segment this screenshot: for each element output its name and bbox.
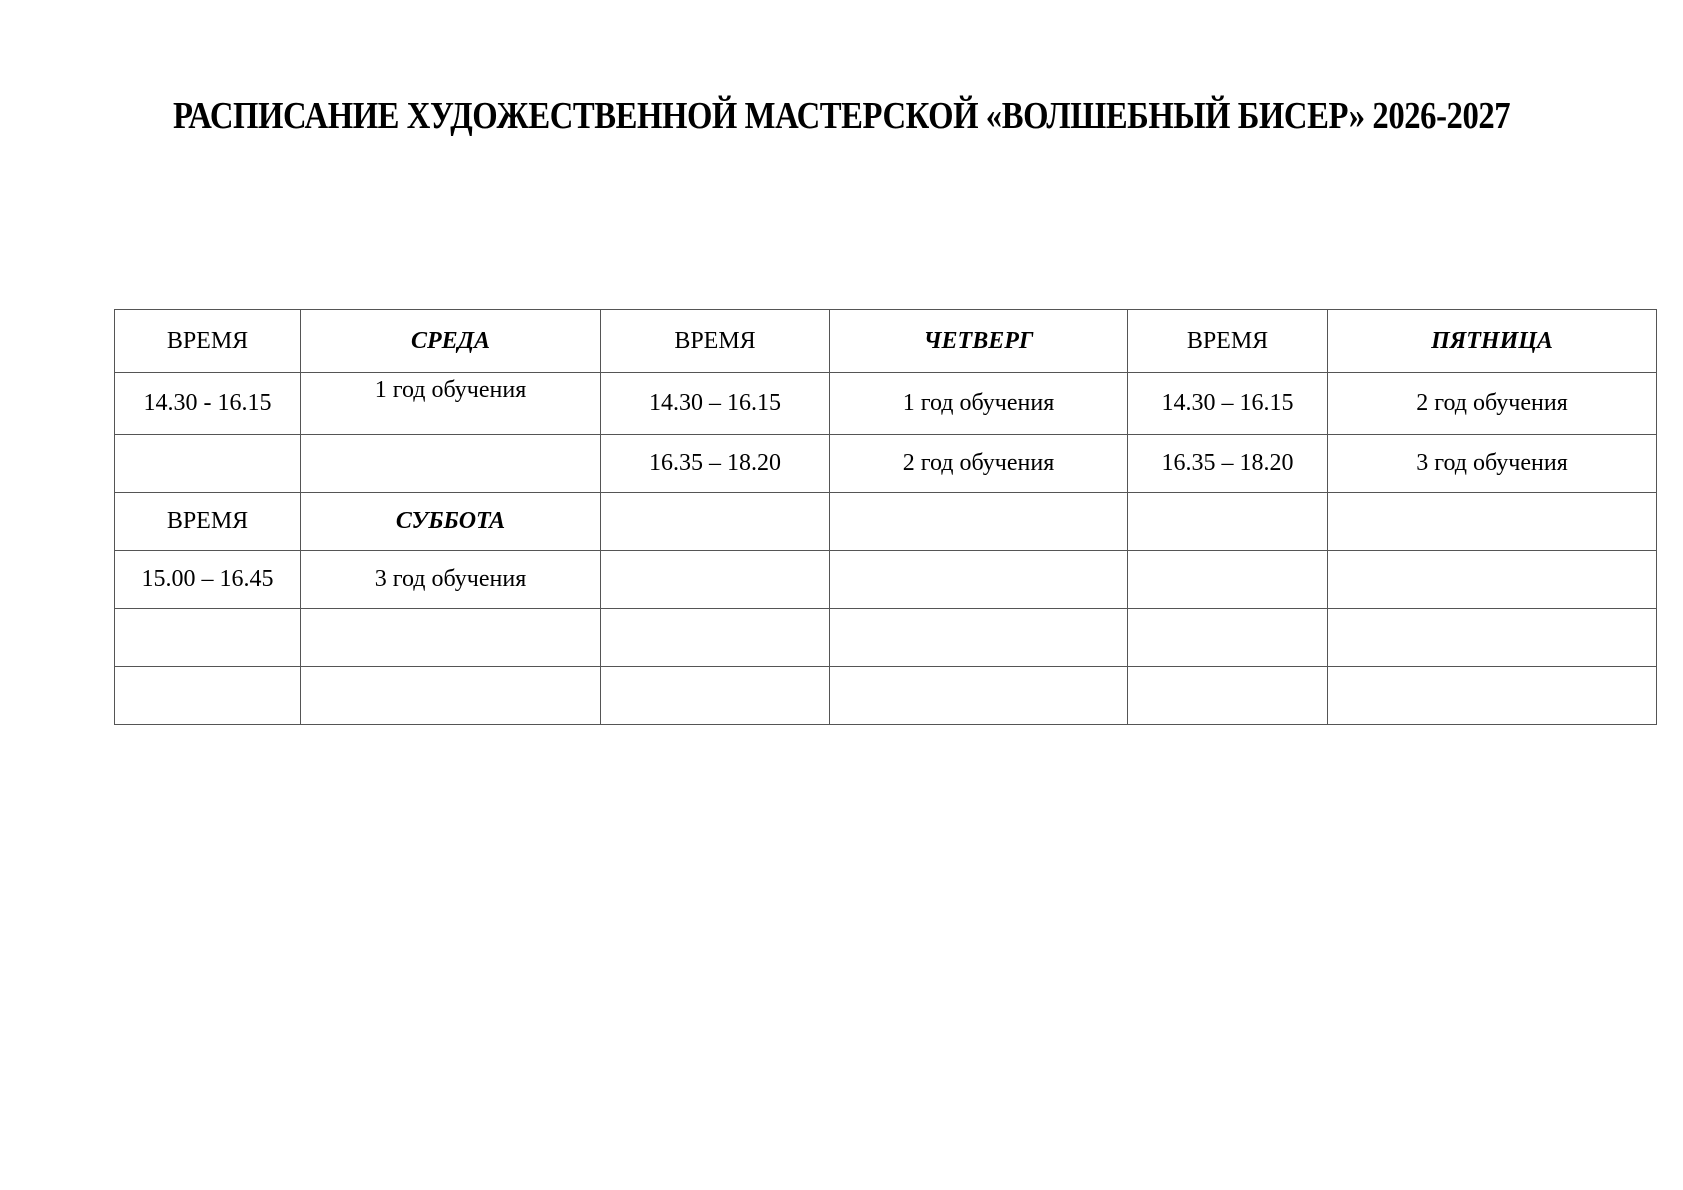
table-cell	[1128, 667, 1328, 725]
table-cell	[601, 667, 830, 725]
header-friday: ПЯТНИЦА	[1328, 310, 1657, 373]
table-row	[115, 435, 1657, 493]
table-cell	[1128, 493, 1328, 551]
header-time: ВРЕМЯ	[115, 310, 301, 373]
table-cell	[301, 667, 601, 725]
page-title: РАСПИСАНИЕ ХУДОЖЕСТВЕННОЙ МАСТЕРСКОЙ «ВОЛШЕБНЫЙ БИСЕР» 2026-2027	[172, 95, 1511, 137]
table-row	[115, 373, 1657, 435]
table-cell	[1328, 609, 1657, 667]
table-row	[115, 667, 1657, 725]
table-cell	[830, 551, 1128, 609]
table-row	[115, 609, 1657, 667]
table-cell: 15.00 – 16.45	[115, 551, 301, 609]
table-cell: 2 год обучения	[1328, 373, 1657, 435]
table-cell	[115, 435, 301, 493]
table-cell	[115, 667, 301, 725]
header-time: ВРЕМЯ	[1128, 310, 1328, 373]
table-cell: 2 год обучения	[830, 435, 1128, 493]
table-cell	[601, 609, 830, 667]
table-cell: 16.35 – 18.20	[1128, 435, 1328, 493]
table-cell	[301, 435, 601, 493]
table-cell: 3 год обучения	[1328, 435, 1657, 493]
table-cell	[601, 551, 830, 609]
table-cell: 14.30 – 16.15	[1128, 373, 1328, 435]
table-cell	[830, 493, 1128, 551]
table-cell: 16.35 – 18.20	[601, 435, 830, 493]
table-cell: 1 год обучения	[830, 373, 1128, 435]
table-cell	[1328, 493, 1657, 551]
table-cell	[1328, 551, 1657, 609]
table-cell	[1328, 667, 1657, 725]
header-time: ВРЕМЯ	[115, 493, 301, 551]
table-cell: 14.30 - 16.15	[115, 373, 301, 435]
header-wednesday: СРЕДА	[301, 310, 601, 373]
table-cell: 3 год обучения	[301, 551, 601, 609]
table-cell	[601, 493, 830, 551]
table-cell	[1128, 551, 1328, 609]
table-cell: 14.30 – 16.15	[601, 373, 830, 435]
table-cell: 1 год обучения	[301, 373, 601, 435]
table-row	[115, 310, 1657, 373]
table-row	[115, 551, 1657, 609]
table-cell	[301, 609, 601, 667]
table-cell	[115, 609, 301, 667]
header-time: ВРЕМЯ	[601, 310, 830, 373]
table-cell	[830, 609, 1128, 667]
table-cell	[830, 667, 1128, 725]
header-saturday: СУББОТА	[301, 493, 601, 551]
table-cell	[1128, 609, 1328, 667]
header-thursday: ЧЕТВЕРГ	[830, 310, 1128, 373]
table-row	[115, 493, 1657, 551]
schedule-table	[114, 309, 1657, 725]
